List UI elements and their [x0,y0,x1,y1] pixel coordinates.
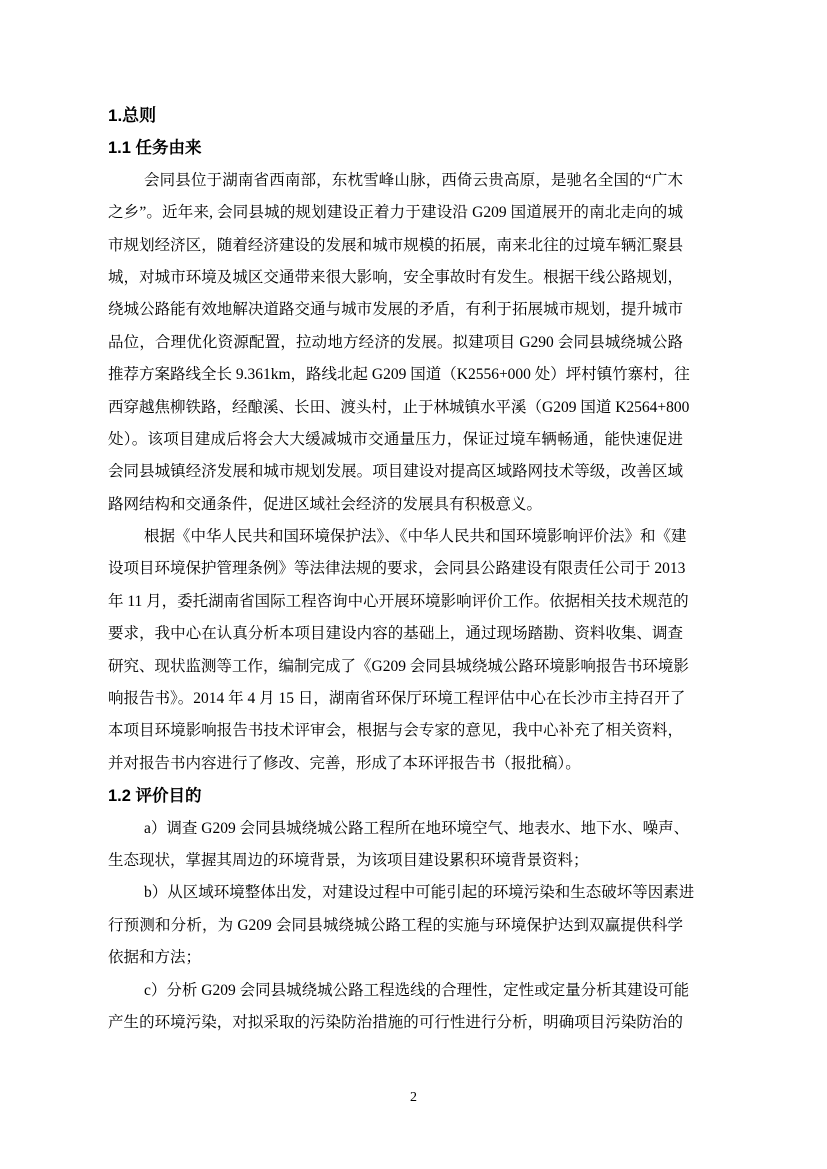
text-line: 城，对城市环境及城区交通带来很大影响，安全事故时有发生。根据干线公路规划， [108,268,683,286]
text-line: 会同县城镇经济发展和城市规划发展。项目建设对提高区域路网技术等级，改善区域 [108,463,683,481]
document-content [108,100,695,1039]
text-line: 响报告书》。2014 年 4 月 15 日，湖南省环保厅环境工程评估中心在长沙市主持召开了 [108,690,686,708]
text-line: 设项目环境保护管理条例》等法律法规的要求，会同县公路建设有限责任公司于 2013 [108,560,686,578]
text-line: b）从区域环境整体出发，对建设过程中可能引起的环境污染和生态破坏等因素进 [144,884,695,902]
text-line: 推荐方案路线全长 9.361km，路线北起 G209 国道（K2556+000 处）坪村镇竹寨村，往 [108,366,690,384]
page-number: 2 [410,1090,417,1105]
chapter-heading: 1.总则 [108,106,157,125]
text-line: 品位，合理优化资源配置，拉动地方经济的发展。拟建项目 G290 会同县城绕城公路 [108,333,683,351]
text-line: 研究、现状监测等工作，编制完成了《G209 会同县城绕城公路环境影响报告书环境影 [108,657,689,675]
text-line: 市规划经济区，随着经济建设的发展和城市规模的拓展，南来北往的过境车辆汇聚县 [108,236,683,254]
text-line: 产生的环境污染，对拟采取的污染防治措施的可行性进行分析，明确项目污染防治的 [108,1013,683,1031]
section-heading: 1.1 任务由来 [108,139,202,158]
text-line: 处）。该项目建成后将会大大缓减城市交通量压力，保证过境车辆畅通，能快速促进 [108,430,683,448]
text-line: 依据和方法； [108,949,202,967]
text-line: 绕城公路能有效地解决道路交通与城市发展的矛盾，有利于拓展城市规划，提升城市 [108,301,683,319]
text-line: 路网结构和交通条件，促进区域社会经济的发展具有积极意义。 [108,495,543,513]
text-line: 生态现状，掌握其周边的环境背景，为该项目建设累积环境背景资料； [108,851,589,869]
paragraph [108,521,689,780]
page-footer [0,1088,827,1107]
text-line: 并对报告书内容进行了修改、完善，形成了本环评报告书（报批稿）。 [108,754,581,772]
text-line: 年 11 月，委托湖南省国际工程咨询中心开展环境影响评价工作。依据相关技术规范的 [108,592,689,610]
paragraph [108,975,690,1040]
text-line: c）分析 G209 会同县城绕城公路工程选线的合理性，定性或定量分析其建设可能 [144,981,690,999]
text-line: 西穿越焦柳铁路，经酿溪、长田、渡头村，止于林城镇水平溪（G209 国道 K2564+800 [108,398,690,416]
paragraph [108,813,690,878]
section-heading: 1.2 评价目的 [108,787,202,806]
paragraph [108,877,695,974]
text-line: 行预测和分析，为 G209 会同县城绕城公路工程的实施与环境保护达到双赢提供科学 [108,916,683,934]
paragraph [108,165,690,521]
text-line: 会同县位于湖南省西南部，东枕雪峰山脉，西倚云贵高原，是驰名全国的“广木 [144,171,683,189]
text-line: 之乡”。近年来, 会同县城的规划建设正着力于建设沿 G209 国道展开的南北走向的城 [108,204,683,222]
text-line: 本项目环境影响报告书技术评审会，根据与会专家的意见，我中心补充了相关资料， [108,722,683,740]
text-line: 要求，我中心在认真分析本项目建设内容的基础上，通过现场踏勘、资料收集、调查 [108,625,683,643]
text-line: 根据《中华人民共和国环境保护法》、《中华人民共和国环境影响评价法》和《建 [144,528,687,546]
text-line: a）调查 G209 会同县城绕城公路工程所在地环境空气、地表水、地下水、噪声、 [144,819,690,837]
